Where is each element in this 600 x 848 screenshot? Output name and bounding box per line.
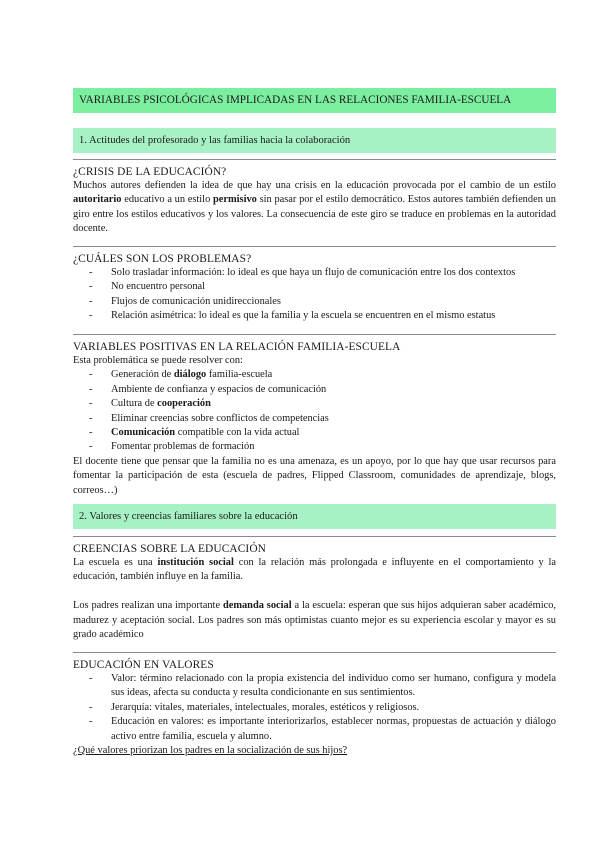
list-item: - Relación asimétrica: lo ideal es que la familia y la escuela se encuentren en el mismo estatus <box>89 310 496 322</box>
list-item: - No encuentro personal <box>89 281 206 293</box>
list-item: - Flujos de comunicación unidireccionales <box>89 295 281 307</box>
positive-intro: Esta problemática se puede resolver con: <box>73 355 243 366</box>
crisis-heading: ¿CRISIS DE LA EDUCACIÓN? <box>73 166 227 178</box>
list-item: - Jerarquía: vitales, materiales, intelectuales, morales, estéticos y religiosos. <box>89 701 420 713</box>
list-item: - Valor: término relacionado con la propia existencia del individuo como ser humano, configura y modela sus ideas, afecta su conducta y resulta condicionante en sus sentimientos. <box>89 673 556 699</box>
positive-block <box>73 340 556 498</box>
list-item: - Educación en valores: es importante interiorizarlos, establecer normas, propuestas de actuación y diálogo activo entre familia, escuela y alumno. <box>89 716 556 742</box>
values-heading: EDUCACIÓN EN VALORES <box>73 659 214 671</box>
list-item: - Cultura de cooperación <box>89 398 211 410</box>
divider <box>73 334 556 335</box>
beliefs-paragraph-1: La escuela es una institución social con la relación más prolongada e influyente en el comportamiento y la educación, también influye en la familia. <box>73 557 556 583</box>
list-item: - Eliminar creencias sobre conflictos de competencias <box>89 412 329 424</box>
divider <box>73 159 556 160</box>
positive-heading: VARIABLES POSITIVAS EN LA RELACIÓN FAMILIA-ESCUELA <box>73 341 401 353</box>
list-item: - Solo trasladar información: lo ideal es que haya un flujo de comunicación entre los dos contextos <box>89 267 516 278</box>
problems-list <box>73 266 556 324</box>
beliefs-paragraph-2: Los padres realizan una importante demanda social a la escuela: esperan que sus hijos adquieran saber académico, madurez y aceptación social. Los padres son más optimistas cuanto mejor es su experiencia escolar y mayor es su grado académico <box>73 600 556 641</box>
values-block <box>73 658 556 758</box>
crisis-paragraph: Muchos autores defienden la idea de que hay una crisis en la educación provocada por el cambio de un estilo autoritario educativo a un estilo permisivo sin pasar por el estilo democrático. Estos autores también defienden un giro entre los estilos educativos y los valores. La consecuencia de este giro se traduce en problemas en la autoridad docente. <box>73 180 556 235</box>
problems-heading: ¿CUÁLES SON LOS PROBLEMAS? <box>73 253 252 265</box>
divider <box>73 536 556 537</box>
section-2-heading: 2. Valores y creencias familiares sobre la educación <box>73 504 556 529</box>
beliefs-block <box>73 542 556 642</box>
divider <box>73 246 556 247</box>
document-title: VARIABLES PSICOLÓGICAS IMPLICADAS EN LAS RELACIONES FAMILIA-ESCUELA <box>73 88 556 113</box>
positive-list <box>73 368 556 454</box>
problems-block <box>73 252 556 324</box>
positive-closing: El docente tiene que pensar que la familia no es una amenaza, es un apoyo, por lo que hay que usar recursos para fomentar la participación de esta (escuela de padres, Flipped Classroom, comunidades de aprendizaje, blogs, correos…) <box>73 455 556 496</box>
list-item: - Generación de diálogo familia-escuela <box>89 369 273 381</box>
divider <box>73 652 556 653</box>
list-item: - Ambiente de confianza y espacios de comunicación <box>89 383 327 395</box>
list-item: - Fomentar problemas de formación <box>89 441 255 453</box>
values-question: ¿Qué valores priorizan los padres en la socialización de sus hijos? <box>73 745 348 757</box>
beliefs-heading: CREENCIAS SOBRE LA EDUCACIÓN <box>73 543 266 555</box>
list-item: - Comunicación compatible con la vida actual <box>89 427 300 439</box>
section-1-heading: 1. Actitudes del profesorado y las familias hacia la colaboración <box>73 128 556 153</box>
crisis-block <box>73 165 556 237</box>
values-list <box>73 672 556 744</box>
